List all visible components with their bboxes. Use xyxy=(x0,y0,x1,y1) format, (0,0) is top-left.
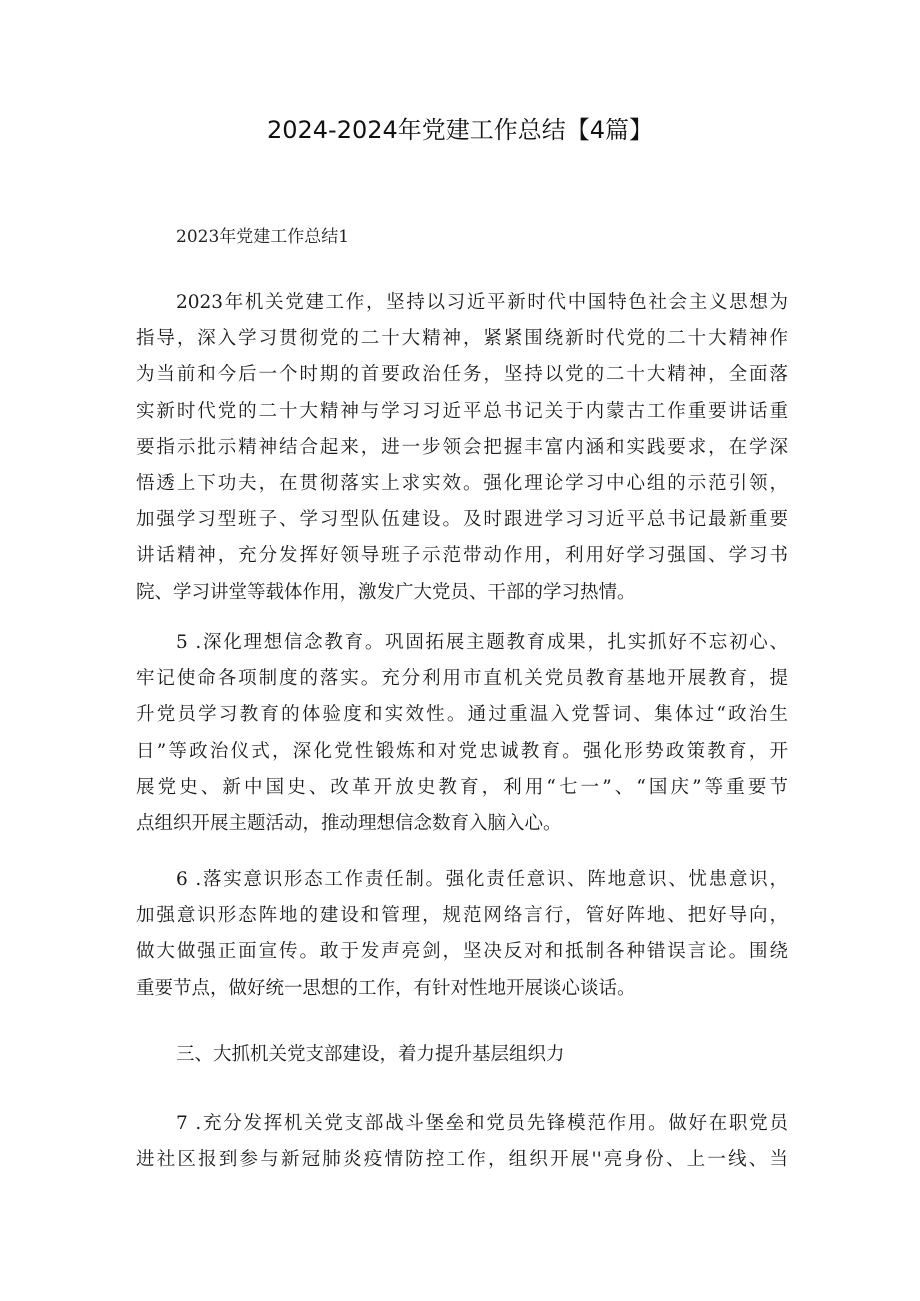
paragraph-line: 6 .落实意识形态工作责任制。强化责任意识、阵地意识、忧患意识， xyxy=(176,869,788,890)
paragraph-line: 升党员学习教育的体验度和实效性。通过重温入党誓词、集体过“政治生 xyxy=(136,704,788,726)
paragraph-line: 为当前和今后一个时期的首要政治任务，坚持以党的二十大精神，全面落 xyxy=(136,364,788,386)
paragraph-3 xyxy=(136,862,788,1007)
paragraph-line: 悟透上下功夫，在贯彻落实上求实效。强化理论学习中心组的示范引领， xyxy=(136,473,788,495)
paragraph-line: 做大做强正面宣传。敢于发声亮剑，坚决反对和抵制各种错误言论。围绕 xyxy=(136,941,788,963)
paragraph-4 xyxy=(136,1106,788,1178)
section-heading: 三、大抓机关党支部建设，着力提升基层组织力 xyxy=(176,1044,565,1065)
paragraph-2 xyxy=(136,625,788,842)
paragraph-line: 进社区报到参与新冠肺炎疫情防控工作，组织开展''亮身份、上一线、当 xyxy=(136,1149,788,1171)
paragraph-line: 实新时代党的二十大精神与学习习近平总书记关于内蒙古工作重要讲话重 xyxy=(136,400,788,422)
paragraph-line: 加强意识形态阵地的建设和管理，规范网络言行，管好阵地、把好导向， xyxy=(136,905,788,927)
paragraph-line: 7 .充分发挥机关党支部战斗堡垒和党员先锋模范作用。做好在职党员 xyxy=(176,1113,788,1134)
paragraph-line: 加强学习型班子、学习型队伍建设。及时跟进学习习近平总书记最新重要 xyxy=(136,509,788,531)
paragraph-line: 重要节点，做好统一思想的工作，有针对性地开展谈心谈话。 xyxy=(136,977,636,999)
paragraph-line: 展党史、新中国史、改革开放史教育，利用“七一”、“国庆”等重要节 xyxy=(136,776,788,798)
paragraph-1 xyxy=(136,285,788,611)
paragraph-line: 讲话精神，充分发挥好领导班子示范带动作用，利用好学习强国、学习书 xyxy=(136,545,788,567)
paragraph-line: 5 .深化理想信念教育。巩固拓展主题教育成果，扎实抓好不忘初心、 xyxy=(176,632,788,653)
paragraph-line: 要指示批示精神结合起来，进一步领会把握丰富内涵和实践要求，在学深 xyxy=(136,436,788,458)
document-title: 2024-2024年党建工作总结【4篇】 xyxy=(266,116,654,144)
paragraph-line: 2023年机关党建工作，坚持以习近平新时代中国特色社会主义思想为 xyxy=(176,292,788,313)
paragraph-line: 牢记使命各项制度的落实。充分利用市直机关党员教育基地开展教育，提 xyxy=(136,668,788,690)
paragraph-line: 院、学习讲堂等载体作用，激发广大党员、干部的学习热情。 xyxy=(136,581,636,603)
paragraph-line: 指导，深入学习贯彻党的二十大精神，紧紧围绕新时代党的二十大精神作 xyxy=(136,328,788,350)
paragraph-line: 点组织开展主题活动，推动理想信念数育入脑入心。 xyxy=(136,813,562,835)
article-subtitle: 2023年党建工作总结1 xyxy=(176,227,350,247)
paragraph-line: 日”等政治仪式，深化党性锻炼和对党忠诚教育。强化形势政策教育，开 xyxy=(136,740,788,762)
